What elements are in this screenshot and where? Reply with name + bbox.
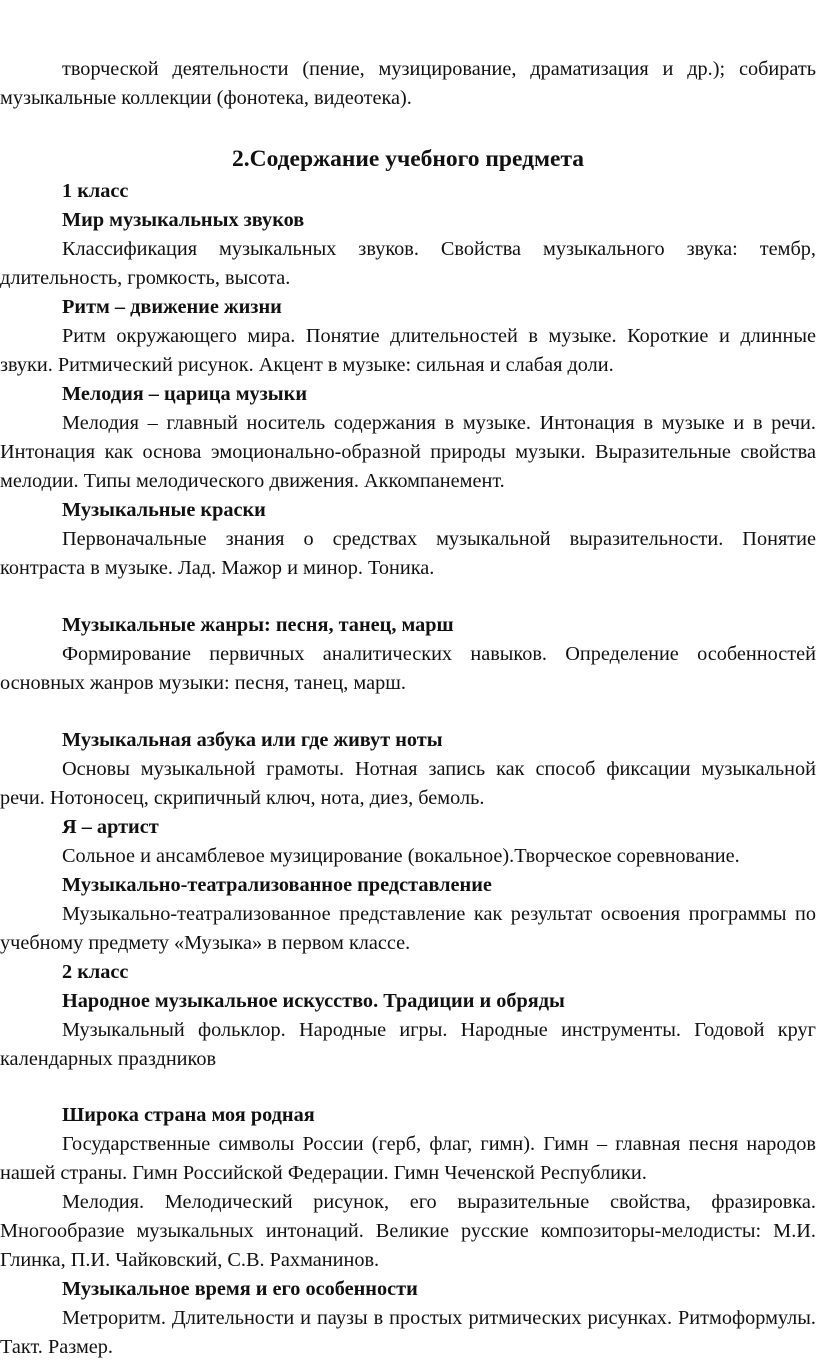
topic-heading: Мир музыкальных звуков	[62, 209, 305, 231]
topic-paragraph: Государственные символы России (герб, флаг, гимн). Гимн – главная песня народов нашей страны. Гимн Российской Федерации. Гимн Чеченской Республики.	[0, 1133, 816, 1184]
topic-paragraph: Музыкальный фольклор. Народные игры. Народные инструменты. Годовой круг календарных праздников	[0, 1019, 816, 1070]
topic-paragraph: Сольное и ансамблевое музицирование (вокальное).Творческое соревнование.	[62, 845, 740, 867]
topic-paragraph: Метроритм. Длительности и паузы в простых ритмических рисунках. Ритмоформулы. Такт. Размер.	[0, 1307, 816, 1358]
topic-heading: Музыкальное время и его особенности	[62, 1278, 418, 1300]
topic-paragraph: Мелодия – главный носитель содержания в музыке. Интонация в музыке и в речи. Интонация как основа эмоционально-образной природы музыки. Выразительные свойства мелодии. Типы мелодического движения. Аккомпанемент.	[0, 412, 816, 492]
topic-heading: Мелодия – царица музыки	[62, 383, 308, 405]
topic-paragraph: Формирование первичных аналитических навыков. Определение особенностей основных жанров музыки: песня, танец, марш.	[0, 643, 816, 694]
topic-heading: Музыкально-театрализованное представление	[62, 874, 492, 896]
topic-paragraph: Музыкально-театрализованное представление как результат освоения программы по учебному предмету «Музыка» в первом классе.	[0, 903, 816, 954]
topic-heading: Музыкальные краски	[62, 499, 266, 521]
topic-paragraph: Ритм окружающего мира. Понятие длительностей в музыке. Короткие и длинные звуки. Ритмический рисунок. Акцент в музыке: сильная и слабая доли.	[0, 325, 816, 376]
grade-2-label: 2 класс	[62, 961, 129, 983]
topic-heading: Широка страна моя родная	[62, 1104, 315, 1126]
topic-heading: Ритм – движение жизни	[62, 296, 282, 318]
topic-heading: Я – артист	[62, 816, 159, 838]
topic-heading: Музыкальная азбука или где живут ноты	[62, 729, 443, 751]
topic-paragraph: Основы музыкальной грамоты. Нотная запись как способ фиксации музыкальной речи. Нотоносец, скрипичный ключ, нота, диез, бемоль.	[0, 758, 816, 809]
grade-1-label: 1 класс	[62, 180, 129, 202]
topic-paragraph: Мелодия. Мелодический рисунок, его выразительные свойства, фразировка. Многообразие музыкальных интонаций. Великие русские композиторы-мелодисты: М.И. Глинка, П.И. Чайковский, С.В. Рахманинов.	[0, 1191, 816, 1271]
topic-heading: Музыкальные жанры: песня, танец, марш	[62, 614, 454, 636]
topic-paragraph: Первоначальные знания о средствах музыкальной выразительности. Понятие контраста в музыке. Лад. Мажор и минор. Тоника.	[0, 528, 816, 579]
topic-heading: Народное музыкальное искусство. Традиции и обряды	[62, 990, 565, 1012]
topic-paragraph: Классификация музыкальных звуков. Свойства музыкального звука: тембр, длительность, громкость, высота.	[0, 238, 816, 289]
section-title: 2.Содержание учебного предмета	[231, 146, 585, 172]
intro-paragraph: творческой деятельности (пение, музицирование, драматизация и др.); собирать музыкальные коллекции (фонотека, видеотека).	[0, 58, 816, 109]
